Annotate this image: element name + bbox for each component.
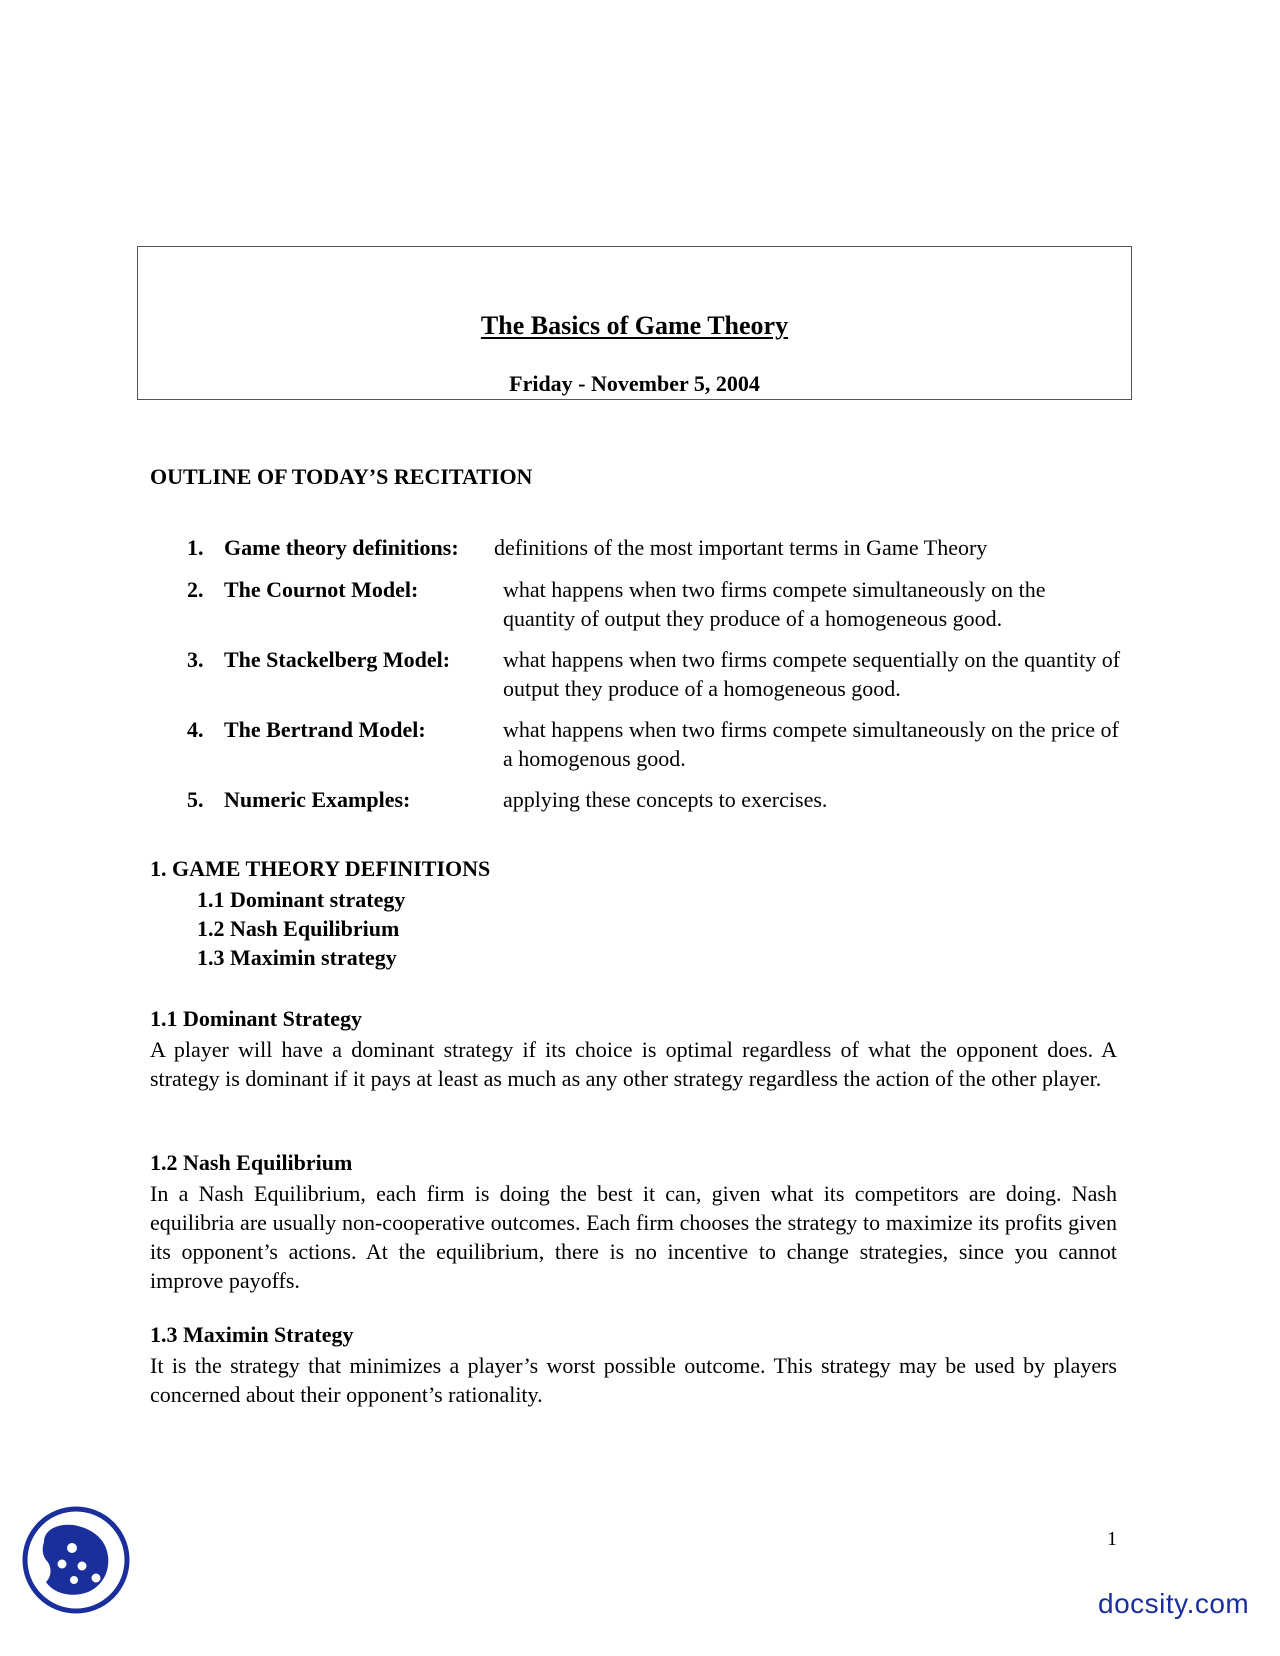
paragraph-dominant: A player will have a dominant strategy if its choice is optimal regardless of what the opponent does. A strategy is dominant if it pays at least as much as any other strategy regardless the action of the other player. xyxy=(150,1037,1117,1091)
page-number: 1 xyxy=(1107,1528,1117,1550)
outline-item-description: what happens when two firms compete sequentially on the quantity of output they produce of a homogeneous good. xyxy=(503,647,1121,701)
docsity-logo-icon xyxy=(22,1506,130,1614)
outline-item-description: definitions of the most important terms in Game Theory xyxy=(494,535,988,560)
outline-item-term: Numeric Examples: xyxy=(224,787,411,812)
outline-item-number: 5. xyxy=(187,787,204,812)
outline-item-description: applying these concepts to exercises. xyxy=(503,787,828,812)
outline-item-term: The Stackelberg Model: xyxy=(224,647,451,672)
document-date: Friday - November 5, 2004 xyxy=(509,371,760,396)
subsection-heading-dominant: 1.1 Dominant Strategy xyxy=(150,1006,363,1031)
outline-heading: OUTLINE OF TODAY’S RECITATION xyxy=(150,464,533,489)
subsection-list-item: 1.3 Maximin strategy xyxy=(197,945,397,970)
outline-item-description: what happens when two firms compete simultaneously on the price of a homogenous good. xyxy=(503,717,1119,771)
section-heading: 1. GAME THEORY DEFINITIONS xyxy=(150,856,491,881)
outline-item-number: 1. xyxy=(187,535,204,560)
paragraph-maximin: It is the strategy that minimizes a player’s worst possible outcome. This strategy may be used by players concerned about their opponent’s rationality. xyxy=(150,1353,1117,1407)
outline-item-term: Game theory definitions: xyxy=(224,535,459,560)
paragraph-nash: In a Nash Equilibrium, each firm is doing the best it can, given what its competitors are doing. Nash equilibria are usually non-cooperative outcomes. Each firm chooses the strategy to maximize its profits given its opponent’s actions. At the equilibrium, there is no incentive to change strategies, since you cannot improve payoffs. xyxy=(150,1181,1117,1293)
subsection-list-item: 1.1 Dominant strategy xyxy=(197,887,406,912)
outline-item-term: The Cournot Model: xyxy=(224,577,419,602)
document-title: The Basics of Game Theory xyxy=(480,311,789,340)
subsection-heading-nash: 1.2 Nash Equilibrium xyxy=(150,1150,353,1175)
subsection-heading-maximin: 1.3 Maximin Strategy xyxy=(150,1322,354,1347)
subsection-list xyxy=(197,885,405,972)
docsity-brand-link[interactable]: docsity.com xyxy=(1098,1588,1250,1619)
outline-item-number: 2. xyxy=(187,577,204,602)
subsection-list-item: 1.2 Nash Equilibrium xyxy=(197,916,400,941)
outline-item-description: what happens when two firms compete simultaneously on the quantity of output they produce of a homogeneous good. xyxy=(503,577,1046,631)
outline-item-term: The Bertrand Model: xyxy=(224,717,426,742)
outline-item-number: 4. xyxy=(187,717,204,742)
title-box xyxy=(137,246,1132,400)
outline-item-number: 3. xyxy=(187,647,204,672)
